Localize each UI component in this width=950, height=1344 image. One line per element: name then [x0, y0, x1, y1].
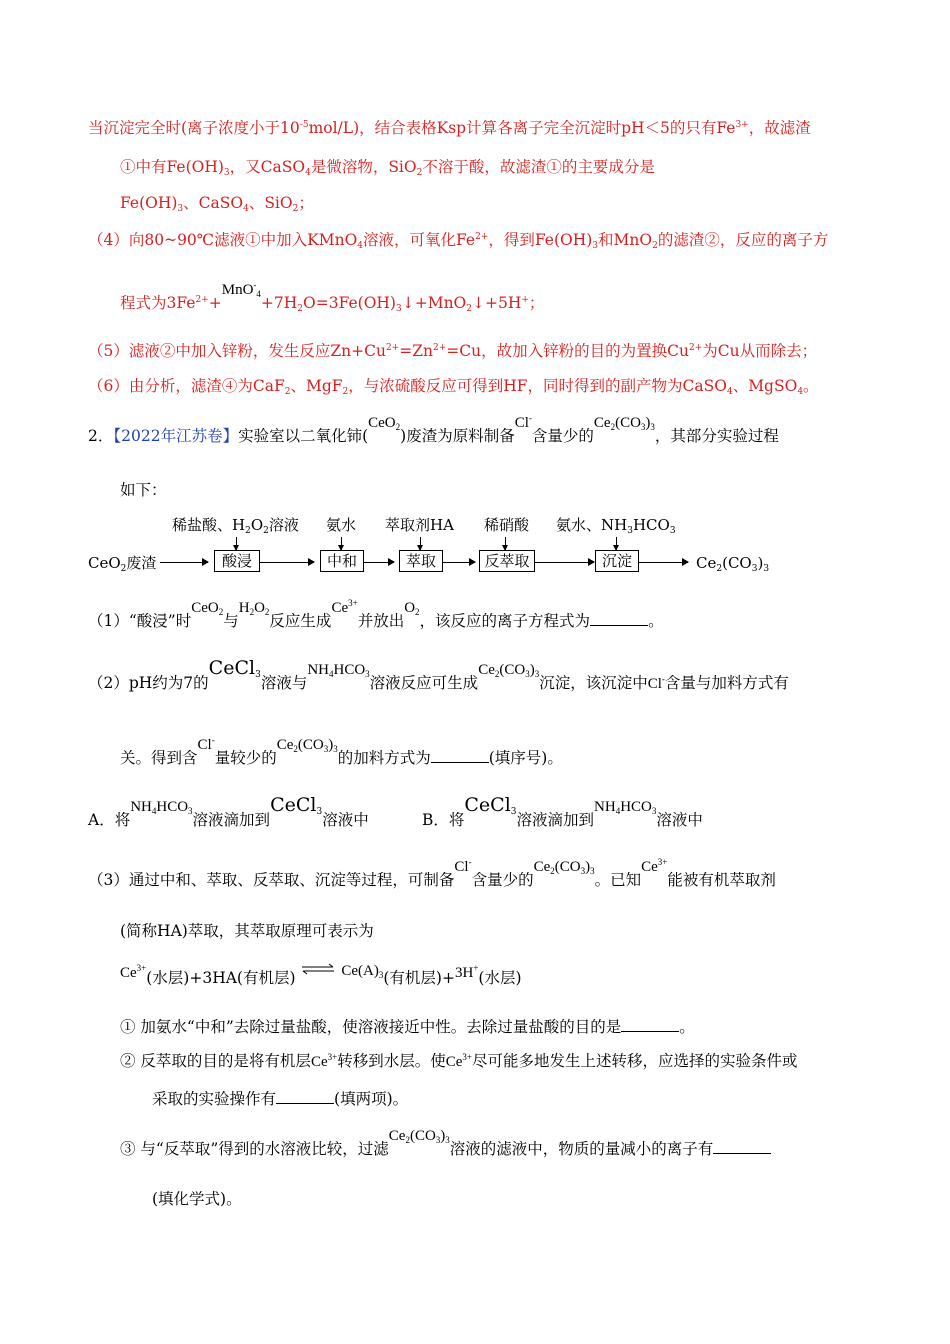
sub-question-2: ② 反萃取的目的是将有机层$Ce^{3+}$转移到水层。使$Ce^{3+}$尽可能多地发生上述转移，应选择的实验条件或: [120, 1052, 798, 1070]
extraction-equation: $Ce^{3+}$(水层)+3HA(有机层) $Ce(A)_3$(有机层)+3H+(水层): [120, 963, 522, 987]
flow-start: CeO$_2$废渣: [88, 554, 157, 574]
question-2-intro-2: 如下：: [120, 481, 167, 499]
reagent-2: 氨水: [326, 516, 357, 534]
option-a: A．将$NH_4HCO_3$溶液滴加到CeCl$_3$溶液中: [88, 794, 369, 829]
down-arrow-4: [505, 537, 506, 550]
flow-arrow-6: [639, 562, 688, 563]
flow-arrow-1: [160, 562, 208, 563]
flow-arrow-3: [364, 562, 394, 563]
ce3-ion: $Ce^{3+}$: [310, 1052, 338, 1070]
down-arrow-3: [420, 537, 421, 550]
nh4hco3-formula: $NH_4HCO_3$: [594, 799, 657, 816]
solution-line-2: ①中有$Fe(OH)_3$，又CaSO$_4$是微溶物，SiO$_2$不溶于酸，故滤渣①的主要成分是: [120, 158, 655, 178]
nh4hco3-formula: $NH_4HCO_3$: [307, 662, 370, 679]
down-arrow-1: [236, 537, 237, 550]
cl-ion: Cl-: [197, 735, 215, 753]
step-precipitate: 沉淀: [595, 550, 639, 572]
ceo2-formula: CeO$_2$: [368, 415, 401, 432]
step-acid-leach: 酸浸: [214, 550, 260, 572]
sub-question-1: ① 加氨水“中和”去除过量盐酸，使溶液接近中性。去除过量盐酸的目的是 。: [120, 1018, 695, 1036]
ce3-ion: $Ce^{3+}$: [445, 1052, 472, 1070]
reagent-1: 稀盐酸、$H_2O_2$溶液: [172, 516, 299, 536]
question-part-3-line-2: (简称HA)萃取，其萃取原理可表示为: [120, 922, 374, 940]
answer-blank-5[interactable]: [713, 1139, 771, 1154]
solution-line-3: $Fe(OH)_3$、CaSO$_4$、SiO$_2$；: [120, 194, 314, 214]
cecl3-formula: CeCl$_3$: [464, 794, 517, 817]
mno4-formula: MnO-$_4$: [221, 280, 261, 299]
o2-formula: $O_2$: [404, 600, 420, 617]
answer-blank-2[interactable]: [431, 748, 489, 763]
cl-ion: Cl-: [454, 857, 472, 875]
flow-arrow-2: [260, 562, 314, 563]
flow-arrow-4: [443, 562, 475, 563]
down-arrow-2: [341, 537, 342, 550]
step-extract: 萃取: [399, 550, 443, 572]
answer-blank-1[interactable]: [590, 611, 648, 626]
answer-blank-4[interactable]: [276, 1089, 334, 1104]
option-b: B．将CeCl$_3$溶液滴加到$NH_4HCO_3$溶液中: [422, 794, 703, 829]
answer-blank-3[interactable]: [621, 1017, 679, 1032]
flow-arrow-5: [535, 562, 594, 563]
reagent-3: 萃取剂HA: [385, 516, 454, 534]
ce-a3-formula: $Ce(A)_3$: [341, 963, 384, 980]
solution-part-4: （4）向80~90℃滤液①中加入KMnO$_4$溶液，可氧化$Fe^{2+}$，得到$Fe(OH)_3$和MnO$_2$的滤渣②，反应的离子方: [88, 231, 829, 251]
step-back-extract: 反萃取: [479, 550, 535, 572]
sub-question-3-line-2: (填化学式)。: [152, 1190, 242, 1208]
ceo2-formula: CeO$_2$: [191, 600, 224, 617]
question-part-1: （1）“酸浸”时CeO$_2$与$H_2O_2$反应生成$Ce^{3+}$并放出$O_2$，该反应的离子方程式为 。: [88, 598, 664, 630]
reversible-arrow-icon: [300, 963, 336, 975]
cecl3-formula: CeCl$_3$: [270, 794, 323, 817]
ce2co33-formula: $Ce_2(CO_3)_3$: [533, 859, 595, 876]
ce2co33-formula: $Ce_2(CO_3)_3$: [276, 737, 338, 754]
ce3-ion: $Ce^{3+}$: [641, 857, 668, 875]
reagent-4: 稀硝酸: [484, 516, 530, 534]
cecl3-formula: CeCl$_3$: [208, 657, 261, 680]
cl-ion: Cl-: [647, 674, 665, 692]
ce2co33-formula: $Ce_2(CO_3)_3$: [478, 662, 540, 679]
solution-line-1: 当沉淀完全时(离子浓度小于$10^{-5}mol/L$)，结合表格Ksp计算各离子完全沉淀时pH＜5的只有$Fe^{3+}$，故滤渣: [88, 119, 811, 137]
question-part-3: （3）通过中和、萃取、反萃取、沉淀等过程，可制备Cl-含量少的$Ce_2(CO_3)_3$。已知$Ce^{3+}$能被有机萃取剂: [88, 857, 776, 889]
sub-question-2-line-2: 采取的实验操作有 (填两项)。: [152, 1090, 409, 1108]
nh4hco3-formula: $NH_4HCO_3$: [130, 799, 193, 816]
question-part-2: （2）pH约为7的CeCl$_3$溶液与$NH_4HCO_3$溶液反应可生成$Ce_2(CO_3)_3$沉淀，该沉淀中Cl-含量与加料方式有: [88, 657, 789, 692]
ce3-ion: $Ce^{3+}$: [120, 963, 147, 981]
step-neutralize: 中和: [320, 550, 364, 572]
ce2co33-formula: $Ce_2(CO_3)_3$: [593, 415, 655, 432]
ce3-ion: $Ce^{3+}$: [331, 598, 358, 616]
solution-part-5: （5）滤液②中加入锌粉，发生反应$Zn+Cu^{2+}=Zn^{2+}=Cu$，故加入锌粉的目的为置换$Cu^{2+}$为Cu从而除去；: [88, 342, 818, 360]
question-part-2-line-2: 关。得到含Cl-量较少的$Ce_2(CO_3)_3$的加料方式为 (填序号)。: [120, 735, 563, 767]
ce2co33-formula: $Ce_2(CO_3)_3$: [388, 1128, 450, 1145]
solution-part-6: （6）由分析，滤渣④为CaF$_2$、MgF$_2$，与浓硫酸反应可得到HF，同时得到的副产物为CaSO$_4$、MgSO$_4$。: [88, 377, 819, 397]
cl-ion: Cl-: [514, 413, 532, 431]
h2o2-formula: $H_2O_2$: [238, 600, 270, 617]
question-2-intro: 2．【2022年江苏卷】实验室以二氧化铈(CeO$_2$)废渣为原料制备Cl-含量少的$Ce_2(CO_3)_3$，其部分实验过程: [88, 413, 779, 445]
solution-part-4-equation: 程式为$3Fe^{2+}+MnO^-_4+7H_2O=3Fe(OH)_3↓+MnO_2↓+5H^+$；: [120, 280, 545, 314]
h-ion: 3H+: [454, 963, 479, 981]
sub-question-3: ③ 与“反萃取”得到的水溶液比较，过滤$Ce_2(CO_3)_3$溶液的滤液中，物质的量减小的离子有: [120, 1138, 771, 1161]
down-arrow-5: [616, 537, 617, 550]
flow-end: $Ce_2(CO_3)_3$: [696, 554, 770, 574]
source-tag: 【2022年江苏卷】: [113, 427, 239, 445]
reagent-5: 氨水、$NH_3HCO_3$: [556, 516, 676, 536]
